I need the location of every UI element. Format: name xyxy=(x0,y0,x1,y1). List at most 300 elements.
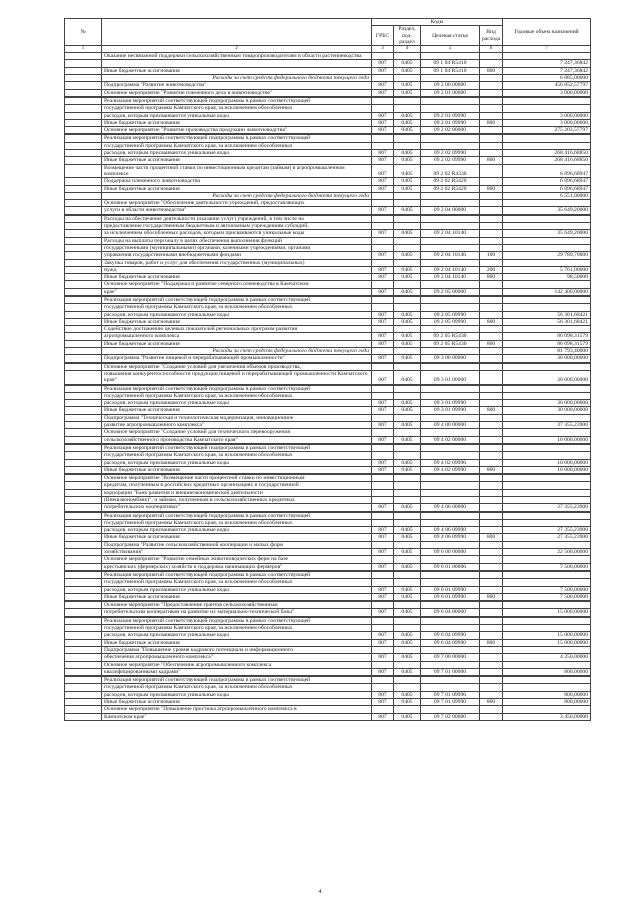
row-sum-cell: 98,50000 xyxy=(503,274,591,281)
row-name-cell: Реализация мероприятий соответствующей подпрограммы в рамках соответствующей xyxy=(102,97,372,104)
row-grbs-cell: 807 xyxy=(372,400,394,407)
row-name-cell: Основное мероприятие "Предоставление грантов сельскохозяйственным xyxy=(102,602,372,609)
header-codes: Коды xyxy=(372,19,503,26)
row-grbs-cell: 807 xyxy=(372,407,394,414)
row-num-cell xyxy=(65,699,102,706)
table-row xyxy=(65,60,591,67)
table-row xyxy=(65,504,591,511)
row-sum-cell: 268 416,68850 xyxy=(503,150,591,157)
row-grbs-cell: 807 xyxy=(372,609,394,616)
row-sum-cell: 15 000,00000 xyxy=(503,639,591,646)
row-name-cell: Иные бюджетные ассигнования xyxy=(102,157,372,164)
row-name-cell: Подпрограмма "Повышение уровня кадрового потенциала и информационного xyxy=(102,646,372,653)
row-grbs-cell: 807 xyxy=(372,157,394,164)
row-csr-cell xyxy=(421,244,480,251)
row-name-cell xyxy=(102,60,372,67)
row-csr-cell: 09 6 04 00000 xyxy=(421,609,480,616)
row-vr-cell: 800 xyxy=(480,67,503,74)
row-num-cell xyxy=(65,609,102,616)
row-grbs-cell xyxy=(372,142,394,149)
row-section-cell: 0405 xyxy=(394,593,421,600)
row-vr-cell xyxy=(480,422,503,429)
header-csr: Целевая статья xyxy=(421,26,480,46)
row-section-cell xyxy=(394,444,421,451)
row-num-cell xyxy=(65,602,102,609)
row-sum-cell: 3 000,00000 xyxy=(503,119,591,126)
row-vr-cell: 800 xyxy=(480,699,503,706)
row-csr-cell xyxy=(421,684,480,691)
row-name-cell: управления государственными внебюджетными фондами xyxy=(102,252,372,259)
row-section-cell xyxy=(394,646,421,653)
row-section-cell xyxy=(394,348,421,355)
row-num-cell xyxy=(65,632,102,639)
table-row xyxy=(65,452,591,459)
row-csr-cell: 09 2 04 10140 xyxy=(421,274,480,281)
row-sum-cell xyxy=(503,363,591,370)
row-num-cell xyxy=(65,414,102,421)
row-num-cell xyxy=(65,164,102,178)
row-name-cell: Реализация мероприятий соответствующей подпрограммы в рамках соответствующей xyxy=(102,571,372,578)
row-section-cell xyxy=(394,497,421,504)
row-grbs-cell: 807 xyxy=(372,586,394,593)
row-csr-cell: 09 7 02 00000 xyxy=(421,713,480,720)
header-sum: Годовые объем назначений xyxy=(503,19,591,46)
table-row xyxy=(65,713,591,720)
header-index-5: 5 xyxy=(421,46,480,53)
row-grbs-cell: 807 xyxy=(372,112,394,119)
row-sum-cell: 30 000,00000 xyxy=(503,400,591,407)
row-vr-cell: 800 xyxy=(480,407,503,414)
row-num-cell xyxy=(65,527,102,534)
row-vr-cell xyxy=(480,571,503,578)
row-vr-cell xyxy=(480,632,503,639)
row-vr-cell xyxy=(480,713,503,720)
row-name-cell: Основное мероприятие "Создание условий для увеличения объемов производства, xyxy=(102,363,372,370)
row-sum-cell xyxy=(503,223,591,230)
table-row xyxy=(65,105,591,112)
row-csr-cell: 09 2 05 00000 xyxy=(421,288,480,295)
row-sum-cell xyxy=(503,677,591,684)
row-grbs-cell: 807 xyxy=(372,713,394,720)
row-name-cell: расходов, которым присваиваются уникальные коды xyxy=(102,586,372,593)
row-section-cell: 0405 xyxy=(394,266,421,273)
table-row xyxy=(65,407,591,414)
row-vr-cell xyxy=(480,556,503,563)
row-sum-cell xyxy=(503,625,591,632)
row-vr-cell xyxy=(480,677,503,684)
table-row xyxy=(65,340,591,347)
row-vr-cell xyxy=(480,429,503,436)
table-row xyxy=(65,444,591,451)
row-num-cell xyxy=(65,82,102,89)
row-section-cell xyxy=(394,142,421,149)
row-section-cell xyxy=(394,135,421,142)
row-num-cell xyxy=(65,296,102,303)
row-name-cell: Основное мероприятие "Возмещение части процентной ставки по инвестиционным xyxy=(102,475,372,482)
row-name-cell: Основное мероприятие "Развитие племенного дела в животноводстве" xyxy=(102,89,372,96)
table-row xyxy=(65,586,591,593)
row-vr-cell xyxy=(480,288,503,295)
row-section-cell xyxy=(394,237,421,244)
row-sum-cell: 10 000,00000 xyxy=(503,436,591,443)
row-sum-cell xyxy=(503,97,591,104)
row-sum-cell: 6 896,68947 xyxy=(503,164,591,178)
row-vr-cell xyxy=(480,333,503,340)
row-grbs-cell: 807 xyxy=(372,82,394,89)
row-name-cell: корпорации "Банк развития и внешнеэкономической деятельности xyxy=(102,489,372,496)
table-row xyxy=(65,593,591,600)
row-vr-cell xyxy=(480,178,503,185)
row-section-cell: 0405 xyxy=(394,185,421,192)
row-vr-cell xyxy=(480,150,503,157)
row-vr-cell xyxy=(480,112,503,119)
row-num-cell xyxy=(65,586,102,593)
row-grbs-cell xyxy=(372,281,394,288)
row-sum-cell: 10 000,00000 xyxy=(503,466,591,473)
row-vr-cell xyxy=(480,200,503,207)
table-row xyxy=(65,119,591,126)
row-grbs-cell: 807 xyxy=(372,436,394,443)
row-sum-cell: 37 355,23900 xyxy=(503,422,591,429)
row-vr-cell xyxy=(480,414,503,421)
row-sum-cell: 6 896,68947 xyxy=(503,185,591,192)
row-grbs-cell xyxy=(372,135,394,142)
row-num-cell xyxy=(65,563,102,570)
row-vr-cell xyxy=(480,602,503,609)
table-row xyxy=(65,112,591,119)
row-sum-cell xyxy=(503,571,591,578)
row-section-cell: 0405 xyxy=(394,436,421,443)
row-section-cell: 0405 xyxy=(394,654,421,661)
row-grbs-cell xyxy=(372,296,394,303)
row-name-cell: государственной программы Камчатского края, за исключением обособленных xyxy=(102,452,372,459)
row-name-cell: государственной программы Камчатского края, за исключением обособленных xyxy=(102,519,372,526)
row-csr-cell: 09 2 02 00000 xyxy=(421,127,480,134)
row-sum-cell xyxy=(503,296,591,303)
row-grbs-cell: 807 xyxy=(372,311,394,318)
row-vr-cell xyxy=(480,230,503,237)
row-name-cell: повышения конкурентоспособности продукции пищевой и перерабатывающей промышленности Камчатского края" xyxy=(102,370,372,384)
row-sum-cell xyxy=(503,281,591,288)
row-csr-cell xyxy=(421,281,480,288)
table-row xyxy=(65,252,591,259)
row-grbs-cell: 807 xyxy=(372,668,394,675)
row-section-cell xyxy=(394,304,421,311)
row-section-cell: 0405 xyxy=(394,60,421,67)
row-section-cell: 0405 xyxy=(394,407,421,414)
row-num-cell xyxy=(65,274,102,281)
row-vr-cell: 800 xyxy=(480,119,503,126)
table-row xyxy=(65,489,591,496)
table-row xyxy=(65,475,591,482)
row-num-cell xyxy=(65,654,102,661)
row-num-cell xyxy=(65,713,102,720)
row-sum-cell xyxy=(503,259,591,266)
row-section-cell: 0405 xyxy=(394,89,421,96)
row-vr-cell xyxy=(480,586,503,593)
row-num-cell xyxy=(65,53,102,60)
table-row xyxy=(65,482,591,489)
row-vr-cell xyxy=(480,512,503,519)
row-sum-cell: 6 896,68947 xyxy=(503,178,591,185)
row-sum-cell: 800,00000 xyxy=(503,668,591,675)
row-num-cell xyxy=(65,677,102,684)
row-sum-cell xyxy=(503,452,591,459)
row-grbs-cell xyxy=(372,304,394,311)
row-csr-cell: 09 2 02 R4330 xyxy=(421,164,480,178)
row-name-cell: Основное мероприятие "Повышение престижа агропромышленного комплекса в xyxy=(102,706,372,713)
row-grbs-cell xyxy=(372,97,394,104)
row-num-cell xyxy=(65,311,102,318)
row-name-cell: Основное мероприятие "Развитие семейных животноводческих ферм на базе xyxy=(102,556,372,563)
row-section-cell xyxy=(394,281,421,288)
row-grbs-cell xyxy=(372,259,394,266)
row-section-cell xyxy=(394,512,421,519)
row-section-cell: 0405 xyxy=(394,252,421,259)
row-vr-cell: 800 xyxy=(480,593,503,600)
row-grbs-cell xyxy=(372,326,394,333)
row-num-cell xyxy=(65,112,102,119)
row-name-cell: Иные бюджетные ассигнования xyxy=(102,185,372,192)
row-csr-cell xyxy=(421,452,480,459)
table-row xyxy=(65,579,591,586)
row-csr-cell xyxy=(421,661,480,668)
table-row xyxy=(65,178,591,185)
header-index-6: 6 xyxy=(480,46,503,53)
row-sum-cell: 27 355,23900 xyxy=(503,504,591,511)
row-sum-cell: 7 500,00000 xyxy=(503,593,591,600)
row-grbs-cell xyxy=(372,661,394,668)
row-csr-cell: 09 2 01 09990 xyxy=(421,119,480,126)
row-num-cell xyxy=(65,244,102,251)
row-csr-cell xyxy=(421,237,480,244)
row-grbs-cell: 807 xyxy=(372,654,394,661)
table-row xyxy=(65,691,591,698)
row-csr-cell xyxy=(421,677,480,684)
row-grbs-cell xyxy=(372,541,394,548)
row-grbs-cell: 807 xyxy=(372,185,394,192)
table-row xyxy=(65,82,591,89)
row-csr-cell: 09 4 00 00000 xyxy=(421,422,480,429)
row-sum-cell xyxy=(503,556,591,563)
row-csr-cell: 09 2 02 09990 xyxy=(421,150,480,157)
row-num-cell xyxy=(65,281,102,288)
table-row xyxy=(65,326,591,333)
row-name-cell: потребительским кооперативам на развитие их материально-технической базы" xyxy=(102,609,372,616)
row-grbs-cell xyxy=(372,489,394,496)
row-csr-cell xyxy=(421,385,480,392)
row-grbs-cell: 807 xyxy=(372,593,394,600)
row-vr-cell: 800 xyxy=(480,466,503,473)
row-csr-cell: 09 7 01 09990 xyxy=(421,691,480,698)
row-grbs-cell: 807 xyxy=(372,266,394,273)
row-vr-cell xyxy=(480,646,503,653)
row-num-cell xyxy=(65,625,102,632)
row-name-cell: агропромышленного комплекса xyxy=(102,333,372,340)
row-name-cell: государственной программы Камчатского края, за исключением обособленных xyxy=(102,392,372,399)
row-csr-cell xyxy=(421,296,480,303)
row-grbs-cell xyxy=(372,646,394,653)
row-grbs-cell xyxy=(372,105,394,112)
row-csr-cell: 09 2 05 09990 xyxy=(421,311,480,318)
row-grbs-cell xyxy=(372,706,394,713)
row-csr-cell xyxy=(421,519,480,526)
row-grbs-cell: 807 xyxy=(372,274,394,281)
row-csr-cell xyxy=(421,429,480,436)
row-csr-cell: 09 7 01 09990 xyxy=(421,699,480,706)
row-sum-cell: 22 500,00000 xyxy=(503,549,591,556)
row-section-cell xyxy=(394,556,421,563)
row-vr-cell xyxy=(480,311,503,318)
row-csr-cell xyxy=(421,571,480,578)
table-row xyxy=(65,617,591,624)
row-grbs-cell: 807 xyxy=(372,466,394,473)
row-num-cell xyxy=(65,259,102,266)
row-grbs-cell xyxy=(372,556,394,563)
row-grbs-cell xyxy=(372,348,394,355)
row-num-cell xyxy=(65,207,102,214)
table-row xyxy=(65,200,591,207)
row-sum-cell: 27 355,23900 xyxy=(503,534,591,541)
row-vr-cell xyxy=(480,400,503,407)
row-name-cell: Подпрограмма "Развитие сельскохозяйственной кооперации и малых форм xyxy=(102,541,372,548)
row-section-cell xyxy=(394,625,421,632)
row-name-cell: Подпрограмма "Развитие животноводства" xyxy=(102,82,372,89)
row-csr-cell: 09 2 04 10140 xyxy=(421,252,480,259)
row-sum-cell: 6 551,00000 xyxy=(503,192,591,199)
row-csr-cell xyxy=(421,706,480,713)
row-grbs-cell: 807 xyxy=(372,60,394,67)
row-num-cell xyxy=(65,223,102,230)
row-vr-cell: 800 xyxy=(480,157,503,164)
row-name-cell: расходов, которым присваиваются уникальные коды xyxy=(102,400,372,407)
row-vr-cell xyxy=(480,452,503,459)
table-row xyxy=(65,355,591,362)
row-grbs-cell xyxy=(372,363,394,370)
row-name-cell: государственными (муниципальными) органами, казенными учреждениями, органами xyxy=(102,244,372,251)
row-vr-cell xyxy=(480,497,503,504)
table-row xyxy=(65,318,591,325)
row-section-cell: 0405 xyxy=(394,127,421,134)
row-sum-cell xyxy=(503,200,591,207)
row-section-cell: 0405 xyxy=(394,527,421,534)
row-csr-cell: 09 4 06 09990 xyxy=(421,534,480,541)
row-num-cell xyxy=(65,89,102,96)
row-name-cell: Реализация мероприятий соответствующей подпрограммы в рамках соответствующей xyxy=(102,444,372,451)
row-name-cell: предоставление государственным бюджетным и автономным учреждениям субсидий, xyxy=(102,223,372,230)
row-sum-cell xyxy=(503,646,591,653)
row-name-cell: государственной программы Камчатского края, за исключением обособленных xyxy=(102,625,372,632)
row-section-cell xyxy=(394,105,421,112)
table-row xyxy=(65,370,591,384)
row-csr-cell: 09 2 02 R5420 xyxy=(421,185,480,192)
row-vr-cell xyxy=(480,706,503,713)
row-name-cell: Иные бюджетные ассигнования xyxy=(102,639,372,646)
row-name-cell: кредитам, полученным в российских кредитных организациях и государственной xyxy=(102,482,372,489)
row-num-cell xyxy=(65,436,102,443)
row-vr-cell xyxy=(480,237,503,244)
row-csr-cell: 09 2 05 R5430 xyxy=(421,333,480,340)
row-section-cell: 0405 xyxy=(394,586,421,593)
row-vr-cell xyxy=(480,281,503,288)
row-csr-cell: 09 4 06 00000 xyxy=(421,504,480,511)
row-section-cell xyxy=(394,259,421,266)
row-section-cell: 0405 xyxy=(394,318,421,325)
row-csr-cell: 09 2 02 R5420 xyxy=(421,178,480,185)
row-name-cell: Иные бюджетные ассигнования xyxy=(102,466,372,473)
row-vr-cell xyxy=(480,207,503,214)
row-vr-cell xyxy=(480,541,503,548)
row-vr-cell xyxy=(480,579,503,586)
row-num-cell xyxy=(65,617,102,624)
row-grbs-cell: 807 xyxy=(372,340,394,347)
row-name-cell: Подпрограмма "Развитие пищевой и перерабатывающей промышленности" xyxy=(102,355,372,362)
table-row xyxy=(65,67,591,74)
row-name-cell: Иные бюджетные ассигнования xyxy=(102,318,372,325)
row-csr-cell: 09 6 01 09990 xyxy=(421,586,480,593)
table-row xyxy=(65,296,591,303)
row-csr-cell xyxy=(421,475,480,482)
row-section-cell xyxy=(394,429,421,436)
row-section-cell: 0405 xyxy=(394,157,421,164)
row-grbs-cell: 807 xyxy=(372,691,394,698)
header-index-3: 3 xyxy=(372,46,394,53)
row-csr-cell xyxy=(421,192,480,199)
row-csr-cell: 09 4 02 09990 xyxy=(421,466,480,473)
row-vr-cell xyxy=(480,53,503,60)
row-section-cell: 0405 xyxy=(394,355,421,362)
row-num-cell xyxy=(65,252,102,259)
row-vr-cell xyxy=(480,392,503,399)
row-csr-cell xyxy=(421,541,480,548)
row-sum-cell xyxy=(503,617,591,624)
table-row xyxy=(65,363,591,370)
row-sum-cell: 6 885,00000 xyxy=(503,75,591,82)
row-csr-cell xyxy=(421,259,480,266)
row-vr-cell: 800 xyxy=(480,318,503,325)
table-row xyxy=(65,244,591,251)
row-num-cell xyxy=(65,385,102,392)
row-csr-cell: 09 2 01 00000 xyxy=(421,89,480,96)
row-csr-cell xyxy=(421,215,480,222)
row-section-cell xyxy=(394,706,421,713)
row-vr-cell: 800 xyxy=(480,340,503,347)
row-num-cell xyxy=(65,157,102,164)
row-section-cell xyxy=(394,684,421,691)
table-row xyxy=(65,288,591,295)
row-csr-cell: 09 3 00 00000 xyxy=(421,355,480,362)
row-sum-cell: 7 500,00000 xyxy=(503,586,591,593)
row-vr-cell xyxy=(480,142,503,149)
row-num-cell xyxy=(65,192,102,199)
row-csr-cell: 09 6 01 09990 xyxy=(421,593,480,600)
row-grbs-cell: 807 xyxy=(372,230,394,237)
row-num-cell xyxy=(65,67,102,74)
row-csr-cell xyxy=(421,326,480,333)
row-section-cell: 0405 xyxy=(394,713,421,720)
budget-table xyxy=(64,18,591,721)
row-grbs-cell xyxy=(372,482,394,489)
row-vr-cell xyxy=(480,436,503,443)
row-csr-cell xyxy=(421,444,480,451)
row-section-cell: 0405 xyxy=(394,609,421,616)
row-section-cell: 0405 xyxy=(394,632,421,639)
row-section-cell: 0405 xyxy=(394,534,421,541)
row-name-cell: Расходы за счет средств федерального бюджета текущего года xyxy=(102,192,372,199)
table-row xyxy=(65,563,591,570)
row-section-cell xyxy=(394,482,421,489)
row-vr-cell xyxy=(480,348,503,355)
